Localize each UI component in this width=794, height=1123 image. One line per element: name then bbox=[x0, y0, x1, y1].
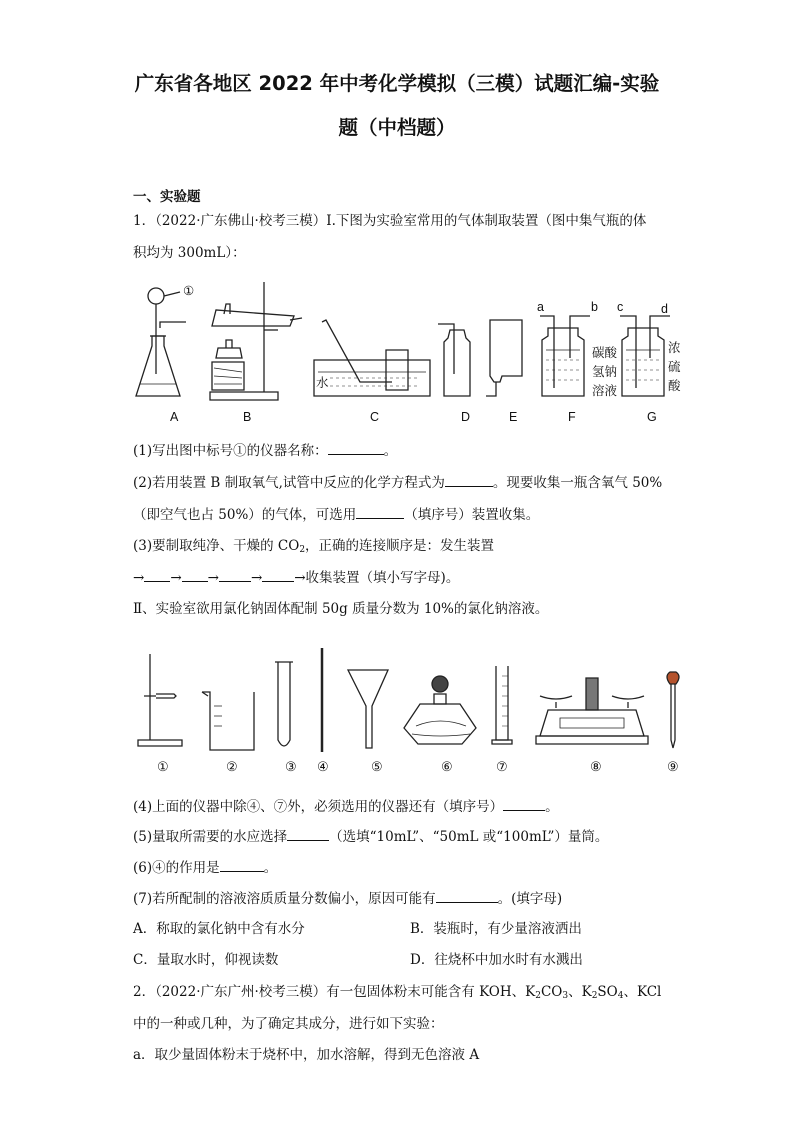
answer-blank[interactable] bbox=[445, 474, 493, 487]
instrument-7-graduated-cylinder bbox=[492, 666, 512, 744]
q1-part2-text-a: (2)若用装置 B 制取氧气,试管中反应的化学方程式为 bbox=[133, 475, 445, 491]
port-a: a bbox=[537, 300, 544, 314]
q1-part2-text-c: （即空气也占 50%）的气体，可选用 bbox=[133, 507, 357, 523]
label-e: E bbox=[509, 410, 518, 424]
instrument-label-3: ③ bbox=[285, 760, 297, 775]
q2-intro-text-a: 2．（2022·广东广州·校考三模）有一包固体粉末可能含有 KOH、K bbox=[133, 984, 536, 1000]
instrument-label-7: ⑦ bbox=[496, 760, 508, 775]
q1-part7-text: (7)若所配制的溶液溶质质量分数偏小，原因可能有 bbox=[133, 891, 436, 907]
q2-intro-text-d: SO bbox=[597, 984, 618, 1000]
instrument-label-2: ② bbox=[226, 760, 238, 775]
instrument-9-dropper bbox=[667, 672, 679, 748]
option-a[interactable]: A．称取的氯化钠中含有水分 bbox=[133, 921, 305, 937]
q2-intro-text-b: CO bbox=[540, 984, 563, 1000]
port-b: b bbox=[591, 300, 598, 314]
instrument-label-8: ⑧ bbox=[590, 760, 602, 775]
instrument-3-test-tube bbox=[275, 662, 293, 746]
apparatus-e-bottle bbox=[486, 320, 522, 396]
answer-blank[interactable] bbox=[328, 442, 384, 455]
f-liquid-1: 碳酸 bbox=[592, 346, 618, 360]
g-liquid-1: 浓 bbox=[668, 341, 681, 355]
q2-step-a: a．取少量固体粉末于烧杯中，加水溶解，得到无色溶液 A bbox=[133, 1047, 480, 1063]
q1-part3-line2 bbox=[133, 569, 459, 587]
subscript: 2 bbox=[591, 991, 598, 1001]
q1-part2-text-d: （填序号）装置收集。 bbox=[404, 507, 540, 523]
q1-part1-text: (1)写出图中标号①的仪器名称： bbox=[133, 443, 328, 459]
q1-part2-line2 bbox=[133, 506, 539, 524]
arrow: → bbox=[170, 570, 182, 586]
q1-part5 bbox=[133, 828, 608, 846]
answer-blank[interactable] bbox=[220, 859, 264, 872]
q1-part6-end: 。 bbox=[263, 860, 278, 876]
instrument-5-funnel bbox=[348, 670, 388, 748]
subscript: 3 bbox=[562, 991, 569, 1001]
q1-part1 bbox=[133, 442, 397, 460]
apparatus-f-wash-bottle bbox=[540, 316, 590, 396]
instrument-label-5: ⑤ bbox=[371, 760, 383, 775]
q1-part5-text-b: （选填“10mL”、“50mL 或“100mL”）量筒。 bbox=[329, 829, 609, 845]
water-label: 水 bbox=[316, 376, 329, 390]
port-c: c bbox=[617, 300, 624, 314]
apparatus-g-wash-bottle bbox=[620, 316, 670, 396]
q1-part4-end: 。 bbox=[545, 799, 559, 815]
answer-blank[interactable] bbox=[356, 506, 404, 519]
q1-part-ii-intro: Ⅱ、实验室欲用氯化钠固体配制 50g 质量分数为 10%的氯化钠溶液。 bbox=[133, 601, 549, 617]
instrument-2-beaker bbox=[202, 692, 254, 750]
q1-part2-text-b: 。现要收集一瓶含氧气 50% bbox=[492, 475, 663, 491]
answer-blank[interactable] bbox=[436, 890, 498, 903]
f-liquid-3: 溶液 bbox=[592, 384, 618, 398]
subscript: 4 bbox=[617, 991, 624, 1001]
q1-part3-line1 bbox=[133, 537, 494, 559]
f-liquid-2: 氢钠 bbox=[592, 365, 618, 379]
port-d: d bbox=[661, 302, 668, 316]
label-f: F bbox=[568, 410, 576, 424]
section-heading: 一、实验题 bbox=[133, 189, 201, 205]
instrument-1-iron-stand bbox=[138, 654, 182, 746]
option-d[interactable]: D．往烧杯中加水时有水溅出 bbox=[410, 952, 583, 968]
arrow: → bbox=[207, 570, 219, 586]
answer-blank[interactable] bbox=[503, 798, 545, 811]
label-g: G bbox=[647, 410, 657, 424]
subscript: 2 bbox=[535, 991, 541, 1001]
answer-blank[interactable] bbox=[262, 569, 294, 582]
subscript: 2 bbox=[299, 545, 306, 555]
g-liquid-3: 酸 bbox=[668, 379, 681, 393]
instrument-label-6: ⑥ bbox=[441, 760, 453, 775]
q1-intro-line2: 积均为 300mL）： bbox=[133, 245, 246, 261]
q2-intro-line2: 中的一种或几种，为了确定其成分，进行如下实验： bbox=[133, 1016, 444, 1032]
arrow: → bbox=[133, 570, 145, 586]
doc-title-line1: 广东省各地区 2022 年中考化学模拟（三模）试题汇编-实验 bbox=[134, 72, 660, 95]
q1-part4-text: (4)上面的仪器中除④、⑦外，必须选用的仪器还有（填序号） bbox=[133, 799, 504, 815]
label-d: D bbox=[461, 410, 471, 424]
instrument-8-balance bbox=[536, 678, 648, 744]
label-b: B bbox=[243, 410, 252, 424]
arrow: → bbox=[250, 570, 263, 586]
option-c[interactable]: C．量取水时，仰视读数 bbox=[133, 952, 279, 968]
answer-blank[interactable] bbox=[144, 569, 170, 582]
q1-part4 bbox=[133, 798, 559, 816]
label-a: A bbox=[170, 410, 179, 424]
q1-part3-end: →收集装置（填小写字母)。 bbox=[294, 570, 460, 586]
label-c: C bbox=[370, 410, 380, 424]
instruments-figure bbox=[130, 640, 690, 755]
q1-part6-text: (6)④的作用是 bbox=[133, 860, 220, 876]
q2-intro-line1 bbox=[133, 983, 661, 1005]
q1-intro-line1: 1．（2022·广东佛山·校考三模）Ⅰ.下图为实验室常用的气体制取装置（图中集气瓶的体 bbox=[133, 213, 647, 229]
q2-intro-text-c: 、K bbox=[568, 984, 592, 1000]
instrument-label-4: ④ bbox=[317, 760, 329, 775]
instrument-label-1: ① bbox=[157, 760, 169, 775]
doc-title-line2: 题（中档题） bbox=[338, 116, 456, 139]
answer-blank[interactable] bbox=[219, 569, 251, 582]
apparatus-b-heating bbox=[210, 282, 302, 400]
answer-blank[interactable] bbox=[287, 828, 329, 841]
marker-1-label: ① bbox=[183, 284, 195, 298]
instrument-6-alcohol-lamp bbox=[404, 676, 476, 744]
instrument-label-9: ⑨ bbox=[667, 760, 679, 775]
g-liquid-2: 硫 bbox=[668, 360, 681, 374]
q1-part6 bbox=[133, 859, 277, 877]
q1-part1-end: 。 bbox=[383, 443, 398, 459]
q1-part3-text-b: ，正确的连接顺序是：发生装置 bbox=[305, 538, 495, 554]
q1-part3-text-a: (3)要制取纯净、干燥的 CO bbox=[133, 538, 300, 554]
answer-blank[interactable] bbox=[182, 569, 208, 582]
apparatus-a-flask bbox=[136, 288, 186, 396]
q2-intro-text-e: 、KCl bbox=[623, 984, 662, 1000]
q1-part7 bbox=[133, 890, 562, 908]
q1-part2-line1 bbox=[133, 474, 662, 492]
q1-part7-end: 。(填字母) bbox=[497, 891, 563, 907]
apparatus-c-trough bbox=[314, 320, 430, 396]
q1-part5-text-a: (5)量取所需要的水应选择 bbox=[133, 829, 288, 845]
option-b[interactable]: B．装瓶时，有少量溶液洒出 bbox=[410, 921, 582, 937]
apparatus-d-bottle bbox=[438, 324, 470, 396]
